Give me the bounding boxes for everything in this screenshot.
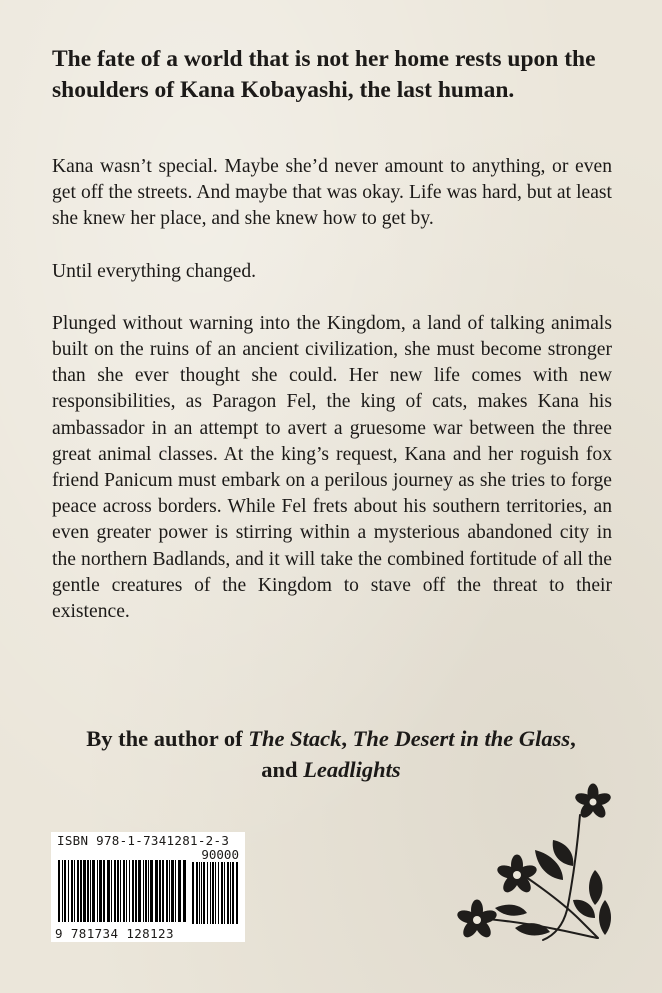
blurb-paragraph: Kana wasn’t special. Maybe she’d never amount to anything, or even get off the streets. And maybe that was okay. Life was hard, but at least she knew her place, and she knew how to get by.: [52, 156, 612, 230]
flower-branch-icon: [455, 780, 635, 950]
barcode-bar: [64, 860, 66, 922]
barcode-bar: [178, 860, 181, 922]
barcode-bars: [56, 846, 240, 928]
barcode-bar: [159, 860, 161, 922]
barcode-addon-bar: [221, 862, 223, 924]
barcode-bar: [111, 860, 112, 922]
ean-digits: 9 781734 128123: [55, 926, 174, 941]
byline-prefix: By the author of: [86, 726, 249, 751]
barcode-addon-bar: [192, 862, 194, 924]
barcode-bar: [132, 860, 134, 922]
barcode-bar: [169, 860, 170, 922]
headline: The fate of a world that is not her home rests upon the shoulders of Kana Kobayashi, the last human.: [52, 46, 596, 103]
barcode-addon-digits: 90000: [201, 847, 239, 862]
barcode-addon-bar: [224, 862, 225, 924]
barcode-bar: [150, 860, 153, 922]
barcode-bar: [103, 860, 105, 922]
byline-separator: ,: [341, 726, 353, 751]
barcode-bar: [138, 860, 141, 922]
barcode-bar: [148, 860, 149, 922]
barcode-bar: [145, 860, 147, 922]
barcode-bar: [99, 860, 102, 922]
barcode-bar: [129, 860, 130, 922]
barcode-addon-bar: [218, 862, 219, 924]
barcode-bar: [74, 860, 75, 922]
barcode-bar: [155, 860, 158, 922]
barcode-addon-bar: [203, 862, 205, 924]
barcode-addon-bar: [207, 862, 208, 924]
isbn-label: ISBN 978-1-7341281-2-3: [57, 833, 230, 848]
barcode-addon-bar: [199, 862, 200, 924]
blurb: [52, 154, 612, 651]
barcode-bar: [97, 860, 98, 922]
barcode-bar: [58, 860, 60, 922]
barcode-bar: [80, 860, 82, 922]
byline-title-1: The Stack: [248, 726, 342, 751]
barcode-bar: [68, 860, 69, 922]
barcode-addon-bar: [212, 862, 214, 924]
barcode-bar: [71, 860, 73, 922]
barcode-bar: [83, 860, 86, 922]
barcode-addon-bar: [236, 862, 238, 924]
barcode-bar: [62, 860, 63, 922]
barcode-addon-bar: [210, 862, 211, 924]
isbn-barcode: [51, 832, 245, 942]
byline-conjunction: and: [261, 757, 304, 782]
barcode-bar: [166, 860, 168, 922]
barcode-bar: [162, 860, 164, 922]
barcode-addon-bar: [196, 862, 198, 924]
barcode-bar: [77, 860, 79, 922]
barcode-addon-bar: [232, 862, 234, 924]
barcode-addon-bar: [215, 862, 216, 924]
barcode-bar: [171, 860, 174, 922]
blurb-paragraph: Until everything changed.: [52, 260, 257, 282]
barcode-addon-bar: [230, 862, 231, 924]
barcode-bar: [120, 860, 121, 922]
barcode-bar: [117, 860, 119, 922]
barcode-bar: [183, 860, 186, 922]
author-byline: [40, 723, 622, 785]
barcode-bar: [135, 860, 137, 922]
barcode-bar: [87, 860, 89, 922]
barcode-bar: [114, 860, 116, 922]
barcode-bar: [90, 860, 91, 922]
barcode-bar: [92, 860, 95, 922]
barcode-bar: [123, 860, 125, 922]
barcode-addon-bar: [201, 862, 202, 924]
barcode-addon-bar: [227, 862, 229, 924]
byline-title-2: The Desert in the Glass: [352, 726, 571, 751]
blurb-paragraph: Plunged without warning into the Kingdom, a land of talking animals built on the ruins of an ancient civilization, she must become stronger than she ever thought she could. Her new life comes with new responsibilities, as Paragon Fel, the king of cats, makes Kana his ambassador in an attempt to avert a gruesome war between the three great animal classes. At the king’s request, Kana and her roguish fox friend Panicum must embark on a perilous journey as she tries to forge peace across borders. While Fel frets about his southern territories, an even greater power is stirring within a mysterious abandoned city in the northern Badlands, and it will take the combined fortitude of all the gentle creatures of the Kingdom to stave off the threat to their existence.: [52, 312, 612, 623]
byline-title-3: Leadlights: [303, 757, 401, 782]
barcode-bar: [175, 860, 176, 922]
barcode-bar: [126, 860, 127, 922]
barcode-bar: [143, 860, 144, 922]
byline-separator: ,: [570, 726, 576, 751]
barcode-bar: [107, 860, 110, 922]
